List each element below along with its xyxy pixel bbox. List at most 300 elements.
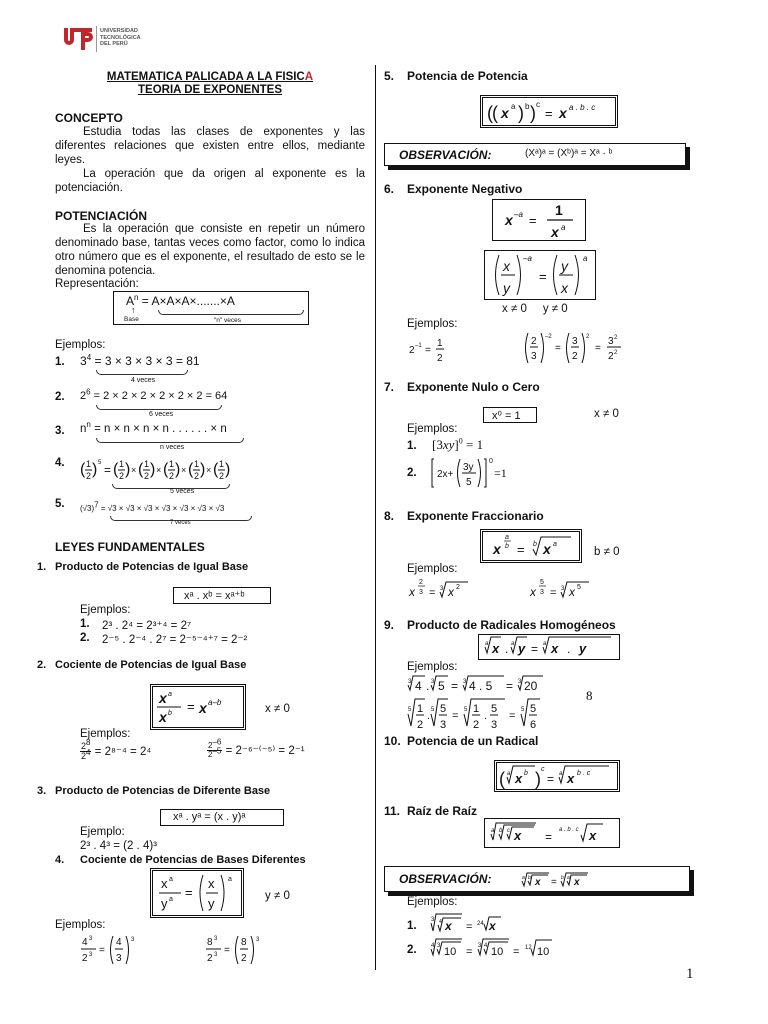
svg-text:.: . bbox=[426, 679, 430, 693]
l1-ex2: 2⁻⁵ . 2⁻⁴ . 2⁷ = 2⁻⁵⁻⁴⁺⁷ = 2⁻² bbox=[102, 634, 248, 646]
svg-text:y: y bbox=[518, 641, 526, 656]
svg-text:5: 5 bbox=[530, 703, 537, 715]
title-line1: MATEMATICA PALICADA A LA FISIC bbox=[106, 71, 305, 83]
l4-box bbox=[150, 868, 244, 918]
svg-text:(: ( bbox=[492, 103, 498, 123]
s6-num: 6. bbox=[384, 182, 395, 196]
l3-box bbox=[160, 809, 284, 826]
l1-box bbox=[173, 587, 271, 604]
s9-formula-icon bbox=[479, 635, 619, 659]
svg-text:c: c bbox=[536, 100, 540, 109]
svg-text:(: ( bbox=[499, 769, 505, 789]
svg-text:2: 2 bbox=[572, 351, 578, 362]
svg-text:): ) bbox=[518, 103, 524, 123]
svg-text:a: a bbox=[505, 534, 509, 541]
svg-text:=: = bbox=[187, 699, 195, 714]
svg-text:2: 2 bbox=[207, 953, 213, 964]
ex3: $n^n = n \times n \times n \times n$ . . . . . . × n bbox=[80, 420, 227, 435]
s5-title: Potencia de Potencia bbox=[407, 69, 528, 83]
svg-text:x: x bbox=[561, 280, 568, 296]
s10-box bbox=[494, 760, 620, 792]
base-label: Base bbox=[124, 316, 139, 323]
svg-text:3: 3 bbox=[431, 679, 435, 685]
s11-title: Raíz de Raíz bbox=[407, 804, 478, 818]
s8-cond: b ≠ 0 bbox=[594, 546, 620, 558]
s6-title: Exponente Negativo bbox=[407, 182, 523, 196]
l1-ejemplos: Ejemplos: bbox=[80, 604, 131, 616]
concepto-p2: La operación que da origen al exponente es la potenciación. bbox=[55, 168, 365, 194]
ex4-num: 4. bbox=[55, 457, 65, 469]
column-divider bbox=[375, 65, 376, 970]
university-line2: TECNOLÓGICA bbox=[100, 34, 141, 41]
svg-text:a . b . c: a . b . c bbox=[569, 103, 596, 112]
obs2-formula bbox=[521, 870, 591, 893]
svg-text:a: a bbox=[169, 896, 173, 903]
svg-text:4: 4 bbox=[82, 937, 88, 948]
svg-text:b: b bbox=[525, 102, 530, 111]
svg-text:): ) bbox=[92, 461, 98, 478]
s5-box bbox=[480, 95, 618, 128]
svg-text:5: 5 bbox=[521, 707, 525, 713]
svg-text:3: 3 bbox=[561, 586, 565, 592]
s6-ex2 bbox=[522, 330, 632, 369]
svg-text:–a: –a bbox=[514, 210, 523, 219]
svg-text:=: = bbox=[551, 877, 557, 888]
svg-text:=: = bbox=[595, 343, 601, 354]
svg-text:a: a bbox=[168, 691, 172, 698]
svg-text:2: 2 bbox=[614, 350, 618, 356]
s11-formula-icon bbox=[485, 819, 619, 847]
svg-text:=: = bbox=[104, 463, 112, 477]
svg-text:y: y bbox=[503, 280, 510, 296]
obs1-box bbox=[384, 143, 686, 166]
svg-text:5: 5 bbox=[466, 477, 472, 488]
arrow-up-icon: ↑ bbox=[131, 305, 136, 315]
svg-text:b: b bbox=[168, 710, 172, 717]
svg-text:8: 8 bbox=[207, 937, 213, 948]
svg-text:5: 5 bbox=[431, 707, 435, 713]
svg-text:×: × bbox=[181, 465, 187, 475]
svg-text:(: ( bbox=[213, 461, 219, 478]
s9-ex2 bbox=[407, 697, 567, 736]
svg-text:.: . bbox=[567, 642, 571, 656]
svg-text:=1: =1 bbox=[494, 466, 507, 480]
ex2-under: 6 veces bbox=[149, 411, 174, 418]
svg-text:=: = bbox=[425, 345, 431, 356]
l2-formula-icon bbox=[153, 687, 243, 727]
svg-text:=: = bbox=[451, 679, 459, 693]
svg-text:1: 1 bbox=[86, 459, 92, 469]
page-title bbox=[55, 71, 365, 97]
svg-text:3: 3 bbox=[431, 917, 435, 923]
representacion-label: Representación: bbox=[55, 278, 139, 290]
svg-text:): ) bbox=[530, 103, 536, 123]
university-line3: DEL PERÚ bbox=[100, 41, 128, 47]
s9-ejemplos: Ejemplos: bbox=[407, 661, 458, 673]
potenciacion-p1: Es la operación que consiste en repetir un número denominado base, tantas veces como factor, como lo indica otro número que es el exponente, el resultado de esto se le denomina potencia. bbox=[55, 223, 365, 277]
svg-text:=: = bbox=[555, 343, 561, 354]
s10-num: 10. bbox=[384, 734, 401, 748]
svg-text:2: 2 bbox=[586, 334, 590, 340]
s8-num: 8. bbox=[384, 509, 395, 523]
svg-text:a: a bbox=[511, 641, 515, 647]
svg-text:): ) bbox=[125, 461, 131, 478]
svg-text:): ) bbox=[150, 461, 156, 478]
svg-text:1: 1 bbox=[417, 703, 424, 715]
l2-cond: x ≠ 0 bbox=[265, 703, 290, 715]
l1-title: Producto de Potencias de Igual Base bbox=[55, 561, 249, 573]
s10-title: Potencia de un Radical bbox=[407, 734, 539, 748]
svg-text:2: 2 bbox=[531, 336, 537, 347]
svg-text:=: = bbox=[545, 830, 553, 844]
svg-text:b . c: b . c bbox=[577, 770, 591, 777]
ex5-under: 7 veces bbox=[170, 520, 191, 526]
svg-text:–a: –a bbox=[523, 254, 532, 263]
svg-text:3: 3 bbox=[89, 936, 93, 942]
s9-box bbox=[478, 634, 620, 660]
svg-text:3: 3 bbox=[214, 936, 218, 942]
title-line1-accent: A bbox=[304, 71, 314, 83]
svg-text:x: x bbox=[409, 585, 415, 599]
l3-formula: xᵃ . yᵃ = (x . y)ᵃ bbox=[173, 811, 246, 823]
svg-text:a: a bbox=[228, 876, 232, 883]
svg-text:=: = bbox=[224, 945, 230, 956]
s7-ex1: $[3xy]^0 = 1$ bbox=[432, 436, 484, 452]
svg-text:1: 1 bbox=[119, 459, 125, 469]
svg-text:12: 12 bbox=[525, 945, 532, 951]
svg-text:=: = bbox=[539, 269, 547, 284]
s6-cond: x ≠ 0 y ≠ 0 bbox=[502, 303, 568, 315]
l3-title: Producto de Potencias de Diferente Base bbox=[55, 785, 271, 797]
ex1-text: = 3 × 3 × 3 × 3 = 81 bbox=[94, 354, 200, 368]
s7-ejemplos: Ejemplos: bbox=[407, 423, 458, 435]
s11-box bbox=[484, 818, 620, 848]
ex1: $3^4 = 3 \times 3 \times 3 \times 3 = 81$ bbox=[80, 353, 200, 368]
l3-ejemplo: Ejemplo: bbox=[80, 826, 125, 838]
s8-formula-icon bbox=[483, 532, 579, 560]
svg-text:y: y bbox=[208, 896, 215, 911]
svg-text:b: b bbox=[499, 828, 503, 834]
l4-cond: y ≠ 0 bbox=[265, 890, 290, 902]
s10-formula-icon bbox=[497, 763, 617, 789]
svg-text:2: 2 bbox=[608, 351, 614, 362]
svg-text:3: 3 bbox=[131, 937, 135, 943]
svg-text:1: 1 bbox=[437, 338, 443, 349]
svg-text:5: 5 bbox=[438, 679, 445, 693]
svg-text:c: c bbox=[541, 766, 545, 773]
title-line2: TEORIA DE EXPONENTES bbox=[138, 84, 282, 96]
s11-ex1 bbox=[430, 912, 520, 939]
svg-text:2: 2 bbox=[144, 471, 150, 481]
svg-text:5: 5 bbox=[464, 707, 468, 713]
s11-ex2 bbox=[430, 937, 560, 964]
svg-text:x: x bbox=[199, 700, 207, 716]
svg-text:=: = bbox=[466, 946, 473, 958]
svg-text:1: 1 bbox=[555, 202, 563, 218]
ex2-text: = 2 × 2 × 2 × 2 × 2 × 2 = 64 bbox=[93, 390, 228, 402]
svg-text:a: a bbox=[543, 641, 547, 647]
ex5-num: 5. bbox=[55, 498, 65, 510]
ex5: $(√3)^7 = √3 \times √3 \times √3 \times √3 \times √3 \times √3 \times √3$ bbox=[80, 500, 225, 513]
svg-text:=: = bbox=[547, 772, 555, 786]
svg-text:a: a bbox=[491, 828, 495, 834]
s6-formula2-icon bbox=[485, 251, 595, 299]
svg-text:x: x bbox=[514, 828, 522, 843]
header-logo bbox=[52, 24, 162, 54]
obs1-label: OBSERVACIÓN: bbox=[399, 148, 492, 162]
svg-text:b: b bbox=[524, 770, 528, 777]
s8-title: Exponente Fraccionario bbox=[407, 509, 544, 523]
obs2-box bbox=[384, 866, 690, 892]
ex3-under: n veces bbox=[160, 444, 185, 451]
ex2: $2^6 = 2 \times 2 \times 2 \times 2 \times 2 \times 2 = 64$ bbox=[80, 387, 228, 402]
svg-text:4: 4 bbox=[116, 937, 122, 948]
svg-text:5: 5 bbox=[577, 584, 581, 591]
svg-text:0: 0 bbox=[489, 458, 493, 465]
svg-text:5: 5 bbox=[440, 703, 447, 715]
svg-text:24: 24 bbox=[477, 921, 484, 927]
svg-text:=: = bbox=[531, 642, 539, 656]
s11-num: 11. bbox=[384, 804, 401, 818]
l1-ex1: 2³ . 2⁴ = 2³⁺⁴ = 2⁷ bbox=[102, 620, 192, 632]
l3-ex: 2³ . 4³ = (2 . 4)³ bbox=[80, 840, 158, 852]
svg-text:): ) bbox=[200, 461, 206, 478]
svg-text:(: ( bbox=[138, 461, 144, 478]
svg-text:2x+: 2x+ bbox=[437, 469, 454, 480]
svg-text:6: 6 bbox=[530, 719, 537, 731]
potenciacion-heading: POTENCIACIÓN bbox=[55, 209, 148, 223]
ejemplos-label-1: Ejemplos: bbox=[55, 339, 106, 351]
obs1-text: (Xᵃ)ᵃ = (Xᵇ)ᵃ = Xᵃ · ᵇ bbox=[525, 148, 613, 159]
ex2-num: 2. bbox=[55, 391, 65, 403]
ex4-formula-icon bbox=[80, 456, 260, 486]
s7-ex2 bbox=[430, 455, 520, 494]
svg-text:4: 4 bbox=[439, 919, 442, 925]
svg-text:b: b bbox=[528, 875, 531, 881]
ex4-under: 5 veces bbox=[170, 488, 195, 495]
svg-text:20: 20 bbox=[524, 679, 538, 693]
svg-text:(: ( bbox=[163, 461, 169, 478]
svg-text:b: b bbox=[505, 543, 509, 550]
svg-text:.: . bbox=[505, 642, 509, 656]
svg-text:3: 3 bbox=[437, 943, 441, 949]
svg-text:a: a bbox=[567, 875, 570, 881]
svg-text:x: x bbox=[208, 876, 215, 891]
s9-num: 9. bbox=[384, 618, 395, 632]
svg-text:x: x bbox=[159, 709, 167, 725]
s6-box1 bbox=[492, 199, 586, 241]
svg-text:3: 3 bbox=[518, 679, 522, 685]
l4-ex1 bbox=[80, 933, 150, 970]
svg-text:x: x bbox=[551, 641, 559, 656]
concepto-p1: Estudia todas las clases de exponentes y las diferentes relaciones que existen entre ellos, mediante leyes. bbox=[55, 126, 365, 166]
svg-text:): ) bbox=[535, 769, 541, 789]
svg-text:2: 2 bbox=[409, 345, 415, 356]
svg-text:10: 10 bbox=[491, 946, 504, 958]
svg-text:x: x bbox=[567, 771, 575, 786]
page-number: 1 bbox=[686, 966, 694, 982]
svg-text:=: = bbox=[513, 946, 520, 958]
representacion-box: $A^n = A\times A\times A\times.......\times A$ ↑ Base "n" veces bbox=[113, 291, 309, 325]
svg-text:x: x bbox=[574, 877, 580, 888]
svg-text:y: y bbox=[161, 896, 168, 911]
svg-text:b: b bbox=[561, 875, 564, 881]
l2-ex1-rhs: = 2⁸⁻⁴ = 2⁴ bbox=[94, 745, 152, 758]
svg-text:2: 2 bbox=[86, 471, 92, 481]
svg-text:2: 2 bbox=[473, 719, 480, 731]
svg-text:×: × bbox=[156, 465, 162, 475]
svg-text:x: x bbox=[489, 919, 496, 933]
svg-text:.: . bbox=[484, 710, 488, 722]
svg-text:x: x bbox=[559, 105, 567, 121]
svg-text:3: 3 bbox=[419, 589, 423, 596]
s7-title: Exponente Nulo o Cero bbox=[407, 380, 540, 394]
s6-ex1 bbox=[407, 336, 457, 369]
svg-text:3: 3 bbox=[608, 336, 614, 347]
svg-text:3: 3 bbox=[531, 351, 537, 362]
svg-text:3: 3 bbox=[89, 952, 93, 958]
svg-text:): ) bbox=[225, 461, 231, 478]
s6-box2 bbox=[484, 250, 596, 300]
svg-text:(: ( bbox=[113, 461, 119, 478]
s7-num: 7. bbox=[384, 380, 395, 394]
s5-num: 5. bbox=[384, 69, 395, 83]
svg-text:3: 3 bbox=[116, 953, 122, 964]
svg-text:a: a bbox=[511, 102, 516, 111]
svg-text:3: 3 bbox=[463, 679, 467, 685]
svg-text:x: x bbox=[505, 212, 513, 228]
svg-text:2: 2 bbox=[119, 471, 125, 481]
svg-text:4 . 5: 4 . 5 bbox=[469, 679, 493, 693]
svg-text:x: x bbox=[448, 585, 454, 599]
l1-formula: xᵃ . xᵇ = xᵃ⁺ᵇ bbox=[184, 590, 245, 602]
ex3-text: = n × n × n × n . . . . . . × n bbox=[94, 423, 227, 435]
svg-text:3: 3 bbox=[572, 336, 578, 347]
l4-formula-icon bbox=[153, 871, 241, 915]
svg-text:c: c bbox=[507, 828, 510, 834]
svg-text:3y: 3y bbox=[463, 462, 474, 473]
svg-text:a . b . c: a . b . c bbox=[559, 827, 579, 833]
s8-ex2 bbox=[528, 576, 598, 605]
svg-text:x: x bbox=[530, 585, 536, 599]
s7-box bbox=[483, 407, 537, 423]
s11-ejemplos: Ejemplos: bbox=[407, 896, 458, 908]
l2-ejemplos: Ejemplos: bbox=[80, 728, 131, 740]
svg-text:3: 3 bbox=[408, 679, 412, 685]
svg-text:3: 3 bbox=[491, 719, 498, 731]
svg-text:–1: –1 bbox=[415, 343, 422, 349]
svg-text:10: 10 bbox=[444, 946, 457, 958]
svg-text:=: = bbox=[529, 213, 537, 228]
svg-text:x: x bbox=[159, 690, 167, 706]
svg-text:1: 1 bbox=[144, 459, 150, 469]
s8-ex1 bbox=[407, 576, 477, 605]
s7-cond: x ≠ 0 bbox=[594, 408, 619, 420]
s8-box bbox=[480, 529, 582, 563]
svg-text:x: x bbox=[543, 541, 551, 557]
svg-text:–2: –2 bbox=[545, 334, 552, 340]
svg-text:a: a bbox=[561, 223, 566, 232]
svg-text:1: 1 bbox=[194, 459, 200, 469]
svg-text:x: x bbox=[492, 641, 500, 656]
l2-box bbox=[150, 684, 246, 730]
svg-text:x: x bbox=[501, 105, 509, 121]
svg-text:3: 3 bbox=[478, 943, 482, 949]
svg-text:a: a bbox=[559, 771, 563, 777]
obs2-formula-icon bbox=[521, 870, 591, 890]
svg-text:10: 10 bbox=[537, 946, 550, 958]
svg-text:b: b bbox=[533, 541, 537, 548]
concepto-heading: CONCEPTO bbox=[55, 111, 123, 125]
s6-ejemplos: Ejemplos: bbox=[407, 318, 458, 330]
svg-text:a–b: a–b bbox=[208, 698, 222, 707]
svg-text:3: 3 bbox=[540, 589, 544, 596]
svg-text:3: 3 bbox=[214, 952, 218, 958]
s5-formula-icon bbox=[483, 98, 615, 125]
svg-text:x: x bbox=[589, 828, 597, 843]
svg-text:=: = bbox=[185, 885, 193, 900]
svg-text:3: 3 bbox=[256, 937, 260, 943]
ex1-under: 4 veces bbox=[131, 377, 156, 384]
stray-8: 8 bbox=[586, 688, 593, 703]
l2-ex2: $\frac{2^{-6}}{2^{-5}}$ = 2⁻⁶⁻⁽⁻⁵⁾ = 2⁻¹ bbox=[208, 737, 305, 760]
svg-text:5: 5 bbox=[540, 579, 544, 586]
svg-text:x: x bbox=[535, 877, 541, 888]
s6-formula-icon bbox=[493, 200, 585, 240]
svg-text:5: 5 bbox=[98, 460, 102, 466]
l1-num: 1. bbox=[37, 561, 47, 573]
leyes-heading: LEYES FUNDAMENTALES bbox=[55, 540, 205, 554]
svg-text:=: = bbox=[506, 679, 514, 693]
ex1-num: 1. bbox=[55, 356, 65, 368]
svg-text:y: y bbox=[561, 258, 568, 274]
svg-text:×: × bbox=[131, 465, 137, 475]
svg-text:=: = bbox=[545, 106, 553, 121]
svg-text:.: . bbox=[427, 710, 431, 722]
l4-ejemplos: Ejemplos: bbox=[55, 919, 106, 931]
svg-text:a: a bbox=[553, 541, 557, 548]
l4-ex2 bbox=[205, 933, 275, 970]
s9-ex1 bbox=[407, 674, 557, 699]
svg-text:2: 2 bbox=[614, 335, 618, 341]
svg-text:(: ( bbox=[80, 461, 86, 478]
l2-ex1: $\frac{2^8}{2^4}$ = 2⁸⁻⁴ = 2⁴ bbox=[81, 738, 152, 762]
svg-text:=: = bbox=[466, 921, 473, 933]
svg-text:1: 1 bbox=[473, 703, 480, 715]
utp-logo-icon bbox=[52, 24, 94, 54]
svg-text:a: a bbox=[485, 641, 489, 647]
svg-text:): ) bbox=[175, 461, 181, 478]
svg-text:a: a bbox=[522, 875, 525, 881]
svg-text:4: 4 bbox=[484, 943, 488, 949]
l2-ex2-rhs: = 2⁻⁶⁻⁽⁻⁵⁾ = 2⁻¹ bbox=[225, 744, 305, 757]
svg-text:8: 8 bbox=[241, 937, 247, 948]
university-line1: UNIVERSIDAD bbox=[100, 28, 138, 34]
svg-text:2: 2 bbox=[419, 579, 423, 586]
svg-text:x: x bbox=[161, 876, 168, 891]
svg-text:2: 2 bbox=[456, 584, 460, 591]
svg-text:1: 1 bbox=[169, 459, 175, 469]
svg-text:2: 2 bbox=[437, 353, 443, 364]
svg-text:2: 2 bbox=[194, 471, 200, 481]
svg-text:=: = bbox=[452, 710, 459, 722]
svg-text:4: 4 bbox=[431, 943, 435, 949]
svg-text:x: x bbox=[493, 541, 501, 557]
svg-text:x: x bbox=[569, 585, 575, 599]
svg-text:2: 2 bbox=[82, 953, 88, 964]
svg-text:y: y bbox=[579, 641, 587, 656]
svg-text:(: ( bbox=[188, 461, 194, 478]
